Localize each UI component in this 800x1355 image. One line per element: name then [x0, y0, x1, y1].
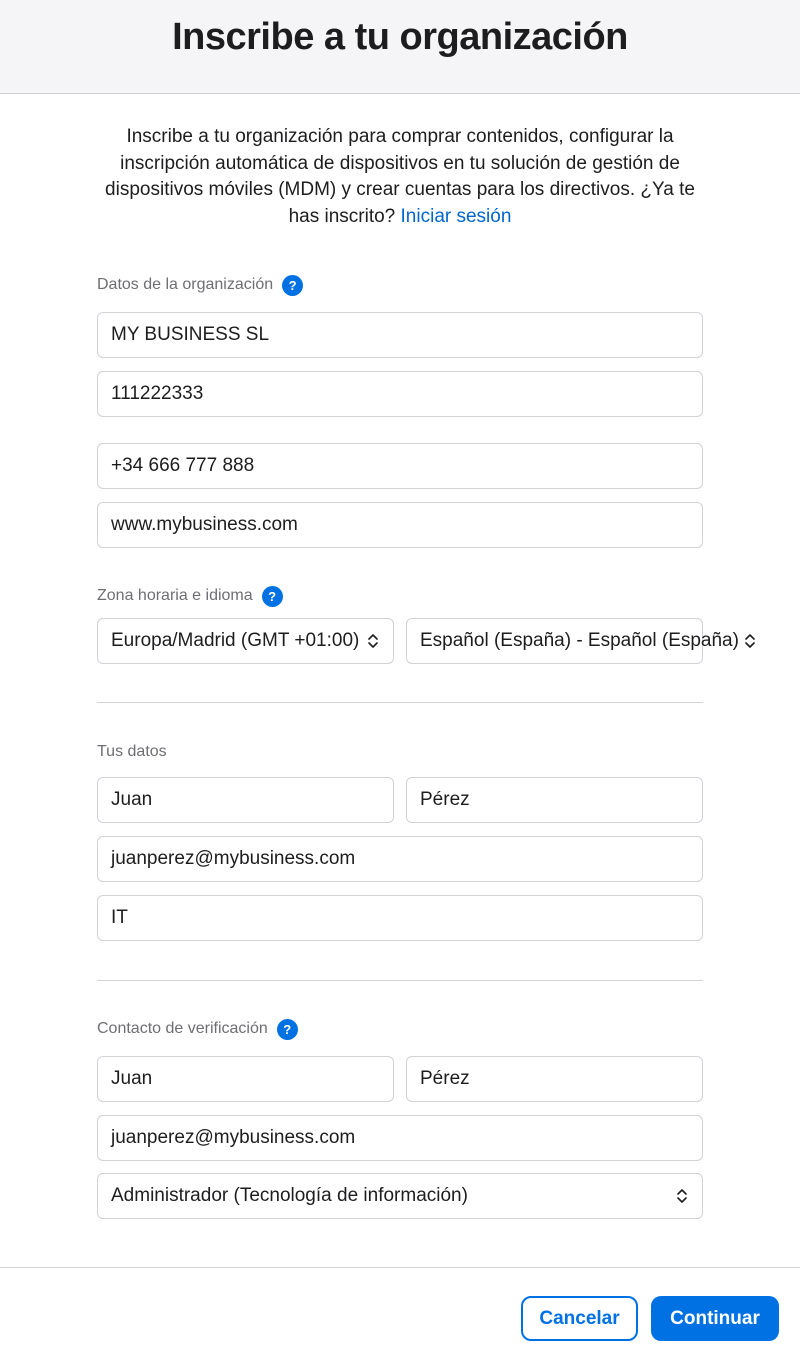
- verification-help-icon[interactable]: ?: [277, 1019, 298, 1040]
- timezone-select-value: Europa/Madrid (GMT +01:00): [111, 630, 360, 651]
- verification-label-text: Contacto de verificación: [97, 1020, 268, 1037]
- page-title: Inscribe a tu organización: [172, 16, 628, 58]
- chevron-updown-icon: [675, 1187, 689, 1205]
- job-title-value: IT: [111, 907, 128, 928]
- verification-email-value: juanperez@mybusiness.com: [111, 1127, 356, 1148]
- organization-help-icon[interactable]: ?: [282, 275, 303, 296]
- section-divider: [97, 980, 703, 981]
- cancel-button[interactable]: Cancelar: [521, 1296, 638, 1341]
- chevron-updown-icon: [743, 632, 757, 650]
- email-value: juanperez@mybusiness.com: [111, 848, 356, 869]
- your-data-section-label: [97, 740, 167, 764]
- phone-input[interactable]: [97, 443, 703, 489]
- phone-value: +34 666 777 888: [111, 455, 255, 476]
- organization-name-input[interactable]: [97, 312, 703, 358]
- organization-name-value: MY BUSINESS SL: [111, 324, 270, 345]
- last-name-input[interactable]: [406, 777, 703, 823]
- verification-last-name-input[interactable]: [406, 1056, 703, 1102]
- job-title-input[interactable]: [97, 895, 703, 941]
- organization-id-value: 111222333: [111, 383, 204, 404]
- timezone-select[interactable]: [97, 618, 394, 664]
- verification-first-name-input[interactable]: [97, 1056, 394, 1102]
- sign-in-link[interactable]: Iniciar sesión: [400, 205, 512, 227]
- website-input[interactable]: [97, 502, 703, 548]
- organization-label-text: Datos de la organización: [97, 276, 274, 293]
- verification-email-input[interactable]: [97, 1115, 703, 1161]
- intro-body: Inscribe a tu organización para comprar contenidos, configurar la inscripción automática de dispositivos en tu solución de gestión de dispositivos móviles (MDM) y crear cuentas para los directivos. ¿Ya te has inscrito?: [105, 126, 695, 227]
- timezone-section-label: [97, 584, 283, 608]
- language-select-value: Español (España) - Español (España): [420, 630, 739, 651]
- intro-text: [96, 124, 704, 230]
- website-value: www.mybusiness.com: [111, 514, 298, 535]
- page-header: [0, 0, 800, 94]
- first-name-value: Juan: [111, 789, 153, 810]
- last-name-value: Pérez: [420, 789, 470, 810]
- verification-role-select[interactable]: [97, 1173, 703, 1219]
- organization-id-input[interactable]: [97, 371, 703, 417]
- email-input[interactable]: [97, 836, 703, 882]
- first-name-input[interactable]: [97, 777, 394, 823]
- continue-button[interactable]: Continuar: [651, 1296, 779, 1341]
- timezone-label-text: Zona horaria e idioma: [97, 587, 253, 604]
- language-select[interactable]: [406, 618, 739, 664]
- chevron-updown-icon: [366, 632, 380, 650]
- verification-section-label: [97, 1017, 298, 1041]
- verification-last-name-value: Pérez: [420, 1068, 470, 1089]
- section-divider: [97, 702, 703, 703]
- your-data-label-text: Tus datos: [97, 743, 167, 760]
- organization-section-label: [97, 273, 303, 297]
- verification-role-value: Administrador (Tecnología de información): [111, 1185, 468, 1206]
- verification-first-name-value: Juan: [111, 1068, 153, 1089]
- timezone-help-icon[interactable]: ?: [262, 586, 283, 607]
